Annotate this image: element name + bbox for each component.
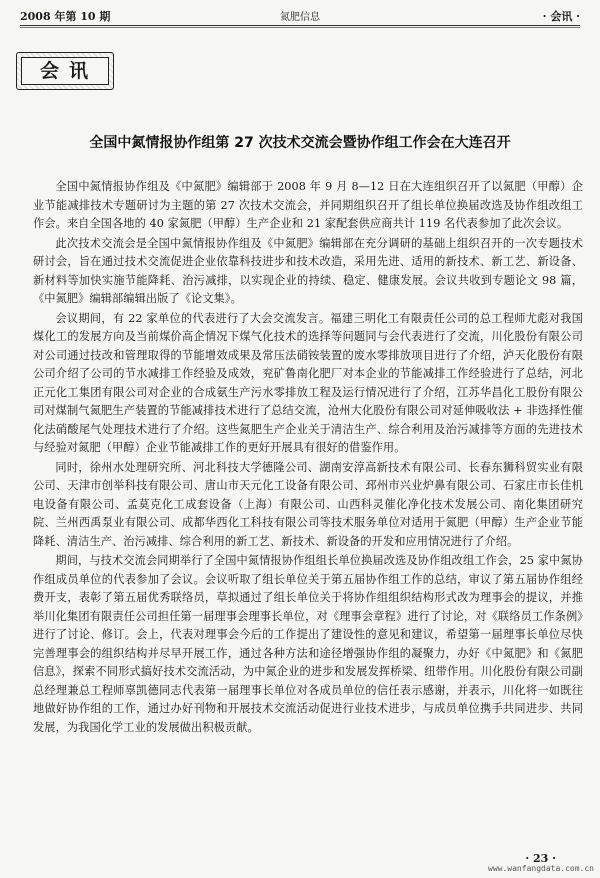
header-rule-secondary: [20, 27, 580, 28]
section-label: · 会讯 ·: [542, 10, 580, 23]
article-title: 全国中氮情报协作组第 27 次技术交流会暨协作组工作会在大连召开: [89, 135, 511, 151]
paragraph: 全国中氮情报协作组及《中氮肥》编辑部于 2008 年 9 月 8—12 日在大连组织召开了以氮肥（甲醇）企业节能减排技术专题研讨为主题的第 27 次技术交流会，并同期组织召开了组长单位换届改选及协作组改组工作会。来自全国各地的 40 家氮肥（甲醇）生产企业和 21 家配套供应商共计 119 名代表参加了此次会议。: [33, 180, 583, 230]
issue-label: 2008 年第 10 期: [20, 10, 111, 23]
section-tag-text: 会讯: [21, 57, 109, 85]
section-tag-box: [16, 52, 114, 90]
header-rule: [20, 25, 580, 26]
paragraph: 同时，徐州水处理研究所、河北科技大学德隆公司、湖南安淳高新技术有限公司、长春东狮科贸实业有限公司、天津市创举科技有限公司、唐山市天元化工设备有限公司、邳州市兴业炉鼻有限公司、石家庄市长佳机电设备有限公司、孟莫克化工成套设备（上海）有限公司、山西科灵催化净化技术发展公司、南化集团研究院、兰州西禹泵业有限公司、成都华西化工科技有限公司等技术服务单位对适用于氮肥（甲醇）生产企业节能降耗、清洁生产、治污减排、综合利用的新工艺、新技术、新设备的开发和应用情况进行了介绍。: [33, 460, 583, 548]
paragraph: 会议期间，有 22 家单位的代表进行了大会交流发言。福建三明化工有限责任公司的总工程师尤彪对我国煤化工的发展方向及当前煤价高企情况下煤气化技术的选择等问题同与会代表进行了交流，川化股份有限公司对公司通过技改和管理取得的节能增效成果及常压法硝铵装置的废水零排放项目进行了介绍，泸天化股份有限公司介绍了公司的节水减排工作经验及成效，兖矿鲁南化肥厂对本企业的节能减排工作经验进行了总结，河北正元化工集团有限公司对企业的合成氨生产污水零排放工程及运行情况进行了介绍，江苏华昌化工股份有限公司对煤制气氮肥生产装置的节能减排技术进行了总结交流，沧州大化股份有限公司对延伸吸收法 + 非选择性催化法硝酸尾气处理技术进行了介绍。这些氮肥生产企业关于清洁生产、综合利用及治污减排等方面的先进技术与经验对氮肥（甲醇）企业节能减排工作的更好开展具有很好的借鉴作用。: [33, 311, 583, 454]
paragraph: 此次技术交流会是全国中氮情报协作组及《中氮肥》编辑部在充分调研的基础上组织召开的一次专题技术研讨会，旨在通过技术交流促进企业依靠科技进步和技术改造，采用先进、适用的新技术、新工艺、新设备、新材料等加快实施节能降耗、治污减排，以实现企业的持续、稳定、健康发展。会议共收到专题论文 98 篇，《中氮肥》编辑部编辑出版了《论文集》。: [33, 236, 583, 305]
running-header: [20, 6, 580, 26]
paragraph: 期间，与技术交流会同期举行了全国中氮情报协作组组长单位换届改选及协作组改组工作会，25 家中氮协作组成员单位的代表参加了会议。会议听取了组长单位关于第五届协作组工作的总结，审议了第五届协作组经费开支，表彰了第五届优秀联络员，草拟通过了组长单位关于将协作组组织结构形式改为理事会的提议，并推举川化集团有限责任公司担任第一届理事会理事长单位，对《理事会章程》进行了讨论，对《联络员工作条例》进行了讨论、修订。会上，代表对理事会今后的工作提出了建设性的意见和建议，希望第一届理事长单位尽快完善理事会的组织结构并尽早开展工作，通过各种方法和途径增强协作组的凝聚力，办好《中氮肥》和《氮肥信息》，探索不同形式搞好技术交流活动，为中氮企业的进步和发展发挥桥梁、纽带作用。川化股份有限公司副总经理兼总工程师辜凯德同志代表第一届理事长单位对各成员单位的信任表示感谢，并表示，川化将一如既往地做好协作组的工作，通过办好刊物和开展技术交流活动促进行业技术进步，与成员单位携手共同进步、共同发展，为我国化学工业的发展做出积极贡献。: [33, 554, 583, 734]
journal-name: 氮肥信息: [280, 12, 320, 23]
page-number: · 23 ·: [525, 852, 556, 865]
watermark-text: www.wanfangdata.com.cn: [488, 864, 594, 873]
article-body: [33, 178, 583, 737]
